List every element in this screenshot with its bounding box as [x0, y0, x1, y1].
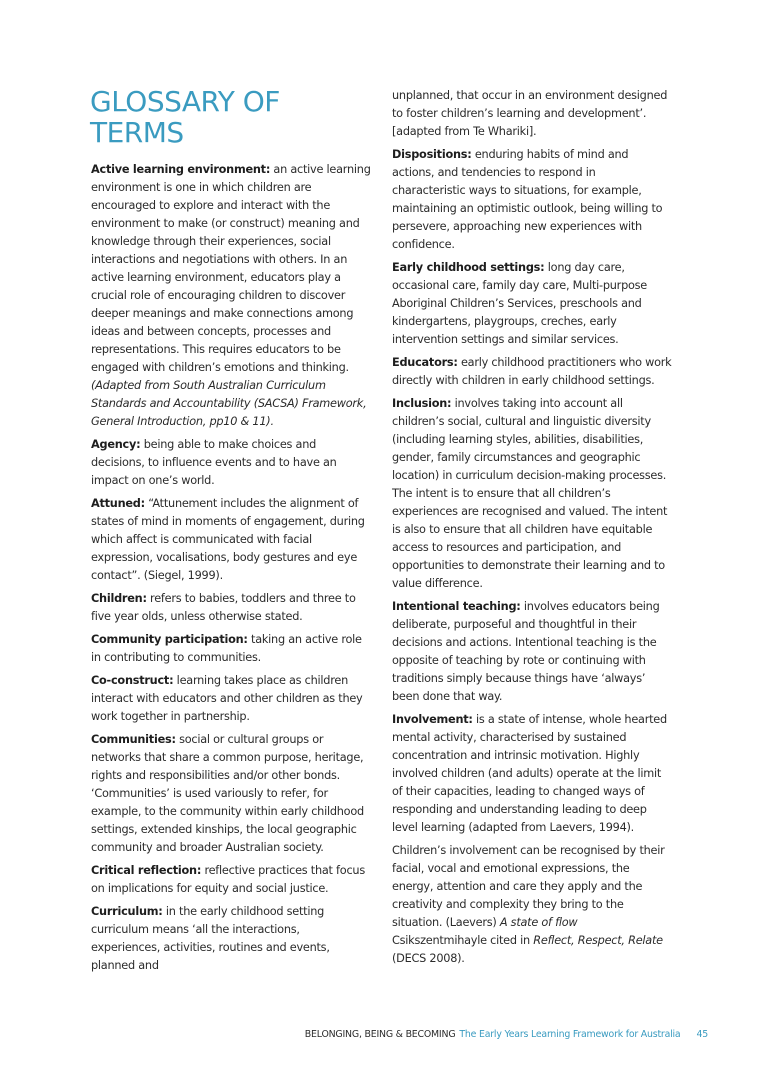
footer-series-title: BELONGING, BEING & BECOMING: [304, 1029, 456, 1040]
glossary-term: Educators:: [392, 356, 458, 369]
page-footer: [0, 1029, 708, 1040]
glossary-definition: involves educators being deliberate, purposeful and thoughtful in their decisions and actions. Intentional teaching is the opposite of teaching by rote or continuing with traditions simply because things have ‘always’ been done that way.: [392, 600, 660, 703]
glossary-entry-co-construct: [91, 672, 371, 726]
glossary-definition: reflective practices that focus on implications for equity and social justice.: [91, 864, 365, 895]
note-text: Children’s involvement can be recognised by their facial, vocal and emotional expressions, the energy, attention and care they apply and the creativity and complexity they bring to the situation. (Laevers): [392, 844, 665, 929]
glossary-entry-dispositions: [392, 146, 672, 254]
glossary-definition: is a state of intense, whole hearted mental activity, characterised by sustained concentration and intrinsic motivation. Highly involved children (and adults) operate at the limit of their capacities, leading to changed ways of responding and understanding leading to deep level learning (adapted from Laevers, 1994).: [392, 713, 667, 834]
glossary-definition: unplanned, that occur in an environment designed to foster children’s learning and development’. [adapted from Te Whariki].: [392, 89, 668, 138]
glossary-entry-agency: [91, 436, 371, 490]
glossary-definition: involves taking into account all children’s social, cultural and linguistic diversity (including learning styles, abilities, disabilities, gender, family circumstances and geographic location) in curriculum decision-making processes. The intent is to ensure that all children’s experiences are recognised and valued. The intent is also to ensure that all children have equitable access to resources and participation, and opportunities to demonstrate their learning and to value difference.: [392, 397, 668, 590]
note-italic: A state of flow: [499, 916, 578, 929]
glossary-term: Children:: [91, 592, 147, 605]
glossary-entry-critical-reflection: [91, 862, 371, 898]
page-number: 45: [696, 1029, 708, 1040]
glossary-entry-communities: [91, 731, 371, 857]
glossary-entry-curriculum: [91, 903, 371, 975]
glossary-entry-involvement: [392, 711, 672, 837]
glossary-term: Early childhood settings:: [392, 261, 545, 274]
glossary-definition: taking an active role in contributing to communities.: [91, 633, 362, 664]
glossary-term: Dispositions:: [392, 148, 472, 161]
glossary-definition: social or cultural groups or networks that share a common purpose, heritage, rights and responsibilities and/or other bonds. ‘Communities’ is used variously to refer, for example, to the community within early childhood settings, extended kinships, the local geographic community and broader Australian society.: [91, 733, 364, 854]
glossary-term: Active learning environment:: [91, 163, 271, 176]
glossary-entry-inclusion: [392, 395, 672, 593]
glossary-definition: early childhood practitioners who work directly with children in early childhood settings.: [392, 356, 672, 387]
glossary-entry-active-learning: [91, 161, 371, 431]
glossary-definition: an active learning environment is one in which children are encouraged to explore and interact with the environment to make (or construct) meaning and knowledge through their experiences, social interactions and negotiations with others. In an active learning environment, educators play a crucial role of encouraging children to discover deeper meanings and make connections among ideas and between concepts, processes and representations. This requires educators to be engaged with children’s emotions and thinking.: [91, 163, 371, 374]
glossary-entry-attuned: [91, 495, 371, 585]
glossary-definition: long day care, occasional care, family day care, Multi-purpose Aboriginal Children’s Services, preschools and kindergartens, playgroups, creches, early intervention settings and similar services.: [392, 261, 647, 346]
glossary-term: Critical reflection:: [91, 864, 202, 877]
glossary-definition: being able to make choices and decisions, to influence events and to have an impact on one’s world.: [91, 438, 337, 487]
glossary-entry-children: [91, 590, 371, 626]
glossary-column-right: [392, 87, 672, 973]
glossary-term: Community participation:: [91, 633, 248, 646]
glossary-term: Curriculum:: [91, 905, 163, 918]
glossary-term: Co-construct:: [91, 674, 174, 687]
glossary-citation: (Adapted from South Australian Curriculum Standards and Accountability (SACSA) Framework, General Introduction, pp10 & 11).: [91, 379, 367, 428]
glossary-column-left: [91, 161, 371, 980]
note-text: (DECS 2008).: [392, 952, 465, 965]
glossary-entry-intentional-teaching: [392, 598, 672, 706]
glossary-entry-educators: [392, 354, 672, 390]
glossary-definition: in the early childhood setting curriculum means ‘all the interactions, experiences, activities, routines and events, planned and: [91, 905, 330, 972]
glossary-definition: “Attunement includes the alignment of states of mind in moments of engagement, during which affect is communicated with facial expression, vocalisations, body gestures and eye contact”. (Siegel, 1999).: [91, 497, 365, 582]
note-italic: Reflect, Respect, Relate: [533, 934, 663, 947]
glossary-term: Involvement:: [392, 713, 473, 726]
glossary-term: Attuned:: [91, 497, 145, 510]
glossary-term: Intentional teaching:: [392, 600, 521, 613]
glossary-definition: refers to babies, toddlers and three to five year olds, unless otherwise stated.: [91, 592, 356, 623]
glossary-term: Communities:: [91, 733, 176, 746]
footer-subtitle: The Early Years Learning Framework for Australia: [459, 1029, 681, 1040]
glossary-definition: enduring habits of mind and actions, and tendencies to respond in characteristic ways to situations, for example, maintaining an optimistic outlook, being willing to persevere, approaching new experiences with confidence.: [392, 148, 663, 251]
note-text: Csikszentmihayle cited in: [392, 934, 534, 947]
glossary-entry-community-participation: [91, 631, 371, 667]
glossary-term: Inclusion:: [392, 397, 452, 410]
glossary-entry-early-childhood-settings: [392, 259, 672, 349]
glossary-entry-curriculum-continued: [392, 87, 672, 141]
page-title: GLOSSARY OF TERMS: [90, 85, 280, 149]
glossary-term: Agency:: [91, 438, 141, 451]
glossary-definition: learning takes place as children interact with educators and other children as they work together in partnership.: [91, 674, 363, 723]
involvement-note: [392, 842, 672, 968]
